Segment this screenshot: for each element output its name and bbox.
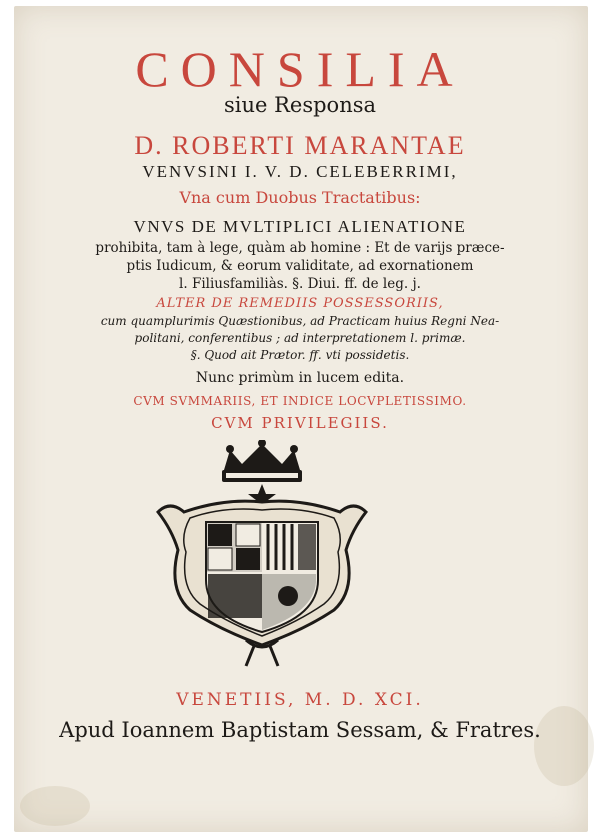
edition-note: Nunc primùm in lucem edita. [195,370,405,386]
contents-intro: Vna cum Duobus Tractatibus: [179,188,421,207]
paper-stain [20,786,90,826]
author-name: D. ROBERTI MARANTAE [134,131,466,160]
author-detail: VENVSINI I. V. D. CELEBERRIMI, [142,162,458,181]
treatise1-heading: VNVS DE MVLTIPLICI ALIENATIONE [133,217,467,236]
treatise1-line: l. Filiusfamiliàs. §. Diui. ff. de leg. j. [179,276,421,292]
treatise2-heading: ALTER DE REMEDIIS POSSESSORIIS, [156,296,444,311]
imprint-place-date: VENETIIS, M. D. XCI. [176,690,424,710]
book-title: CONSILIA [135,41,465,97]
treatise2-line: cum quamplurimis Quæstionibus, ad Practicam huius Regni Nea- [100,314,500,328]
treatise1-line: ptis Iudicum, & eorum validitate, ad exornationem [126,258,474,274]
book-subtitle: siue Responsa [223,93,377,117]
treatise2-line: §. Quod ait Prætor. ff. vti possidetis. [190,348,410,362]
crown-icon [222,440,302,482]
privilege-note: CVM PRIVILEGIIS. [211,414,389,432]
treatise1-line: prohibita, tam à lege, quàm ab homine : Et de varijs præce- [95,240,505,256]
imprint-publisher: Apud Ioannem Baptistam Sessam, & Fratres. [59,718,541,742]
treatise2-line: politani, conferentibus ; ad interpretationem l. primæ. [134,331,466,345]
coat-of-arms-icon [150,440,374,676]
summary-note: CVM SVMMARIIS, ET INDICE LOCVPLETISSIMO. [133,394,467,408]
